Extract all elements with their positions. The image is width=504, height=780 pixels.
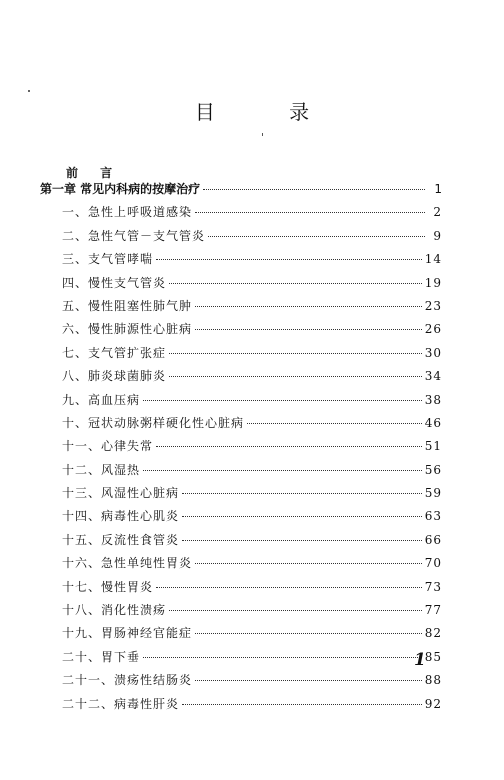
dot-leader xyxy=(156,445,422,447)
toc-entry-page-number: 23 xyxy=(424,298,442,313)
toc-items xyxy=(40,201,442,716)
dot-leader xyxy=(169,282,422,284)
chapter-page-number: 1 xyxy=(434,182,442,196)
toc-entry[interactable] xyxy=(40,318,442,341)
toc-entry-page-number: 77 xyxy=(424,603,442,618)
toc-entry-page-number: 38 xyxy=(424,392,442,407)
toc-entry[interactable] xyxy=(40,248,442,271)
toc-entry-label: 二十、胃下垂 xyxy=(62,649,141,664)
toc-entry-label: 二、急性气管－支气管炎 xyxy=(62,228,206,243)
scan-tick xyxy=(262,133,263,136)
toc-entry[interactable] xyxy=(40,389,442,412)
toc-entry[interactable] xyxy=(40,529,442,552)
toc-entry-page-number: 88 xyxy=(424,673,442,688)
toc-entry-label: 十七、慢性胃炎 xyxy=(62,579,154,594)
dot-leader xyxy=(169,352,422,354)
toc-entry-label: 十九、胃肠神经官能症 xyxy=(62,626,193,641)
toc-entry-label: 二十二、病毒性肝炎 xyxy=(62,696,180,711)
dot-leader xyxy=(143,469,422,471)
dot-leader xyxy=(195,632,422,634)
dot-leader xyxy=(182,703,422,705)
toc-entry[interactable] xyxy=(40,693,442,716)
dot-leader xyxy=(169,609,422,611)
toc-entry[interactable] xyxy=(40,342,442,365)
toc-entry[interactable] xyxy=(40,295,442,318)
toc-entry-label: 一、急性上呼吸道感染 xyxy=(62,205,193,220)
toc-entry-page-number: 2 xyxy=(433,205,442,220)
toc-entry-label: 三、支气管哮喘 xyxy=(62,252,154,267)
toc-entry-label: 十三、风湿性心脏病 xyxy=(62,486,180,501)
toc-entry-page-number: 46 xyxy=(424,415,442,430)
toc-entry[interactable] xyxy=(40,365,442,388)
toc-entry[interactable] xyxy=(40,459,442,482)
toc-entry-label: 十四、病毒性心肌炎 xyxy=(62,509,180,524)
toc-entry[interactable] xyxy=(40,201,442,224)
toc-entry-label: 十八、消化性溃疡 xyxy=(62,603,167,618)
toc-entry-label: 十二、风湿热 xyxy=(62,462,141,477)
toc-entry-page-number: 9 xyxy=(433,228,442,243)
dot-leader xyxy=(195,679,422,681)
dot-leader xyxy=(182,515,422,517)
toc-entry[interactable] xyxy=(40,272,442,295)
toc-entry[interactable] xyxy=(40,412,442,435)
toc-entry-label: 十六、急性单纯性胃炎 xyxy=(62,556,193,571)
toc-entry-label: 四、慢性支气管炎 xyxy=(62,275,167,290)
toc-entry-label: 十、冠状动脉粥样硬化性心脏病 xyxy=(62,415,245,430)
dot-leader xyxy=(195,305,422,307)
dot-leader xyxy=(195,328,422,330)
table-of-contents xyxy=(40,178,442,716)
toc-entry[interactable] xyxy=(40,646,442,669)
scan-speck xyxy=(28,90,30,92)
dot-leader xyxy=(195,211,425,213)
dot-leader xyxy=(208,235,425,237)
toc-entry[interactable] xyxy=(40,482,442,505)
toc-entry-label: 二十一、溃疡性结肠炎 xyxy=(62,673,193,688)
toc-entry[interactable] xyxy=(40,505,442,528)
toc-entry[interactable] xyxy=(40,225,442,248)
toc-entry-page-number: 14 xyxy=(424,252,442,267)
toc-entry[interactable] xyxy=(40,576,442,599)
toc-entry[interactable] xyxy=(40,552,442,575)
page-number: 1 xyxy=(414,650,426,670)
toc-entry-label: 十一、心律失常 xyxy=(62,439,154,454)
toc-entry-label: 五、慢性阻塞性肺气肿 xyxy=(62,298,193,313)
dot-leader xyxy=(247,422,422,424)
toc-entry-page-number: 56 xyxy=(424,462,442,477)
toc-entry-page-number: 85 xyxy=(424,649,442,664)
toc-entry-page-number: 34 xyxy=(424,369,442,384)
toc-entry-page-number: 73 xyxy=(424,579,442,594)
chapter-entry[interactable] xyxy=(40,178,442,201)
toc-entry-label: 八、肺炎球菌肺炎 xyxy=(62,369,167,384)
toc-entry-page-number: 63 xyxy=(424,509,442,524)
toc-entry[interactable] xyxy=(40,435,442,458)
toc-entry-page-number: 82 xyxy=(424,626,442,641)
preface-heading: 前 言 xyxy=(66,166,122,180)
dot-leader xyxy=(195,562,422,564)
toc-entry[interactable] xyxy=(40,669,442,692)
dot-leader xyxy=(203,188,425,190)
toc-entry-label: 十五、反流性食管炎 xyxy=(62,532,180,547)
toc-entry-page-number: 51 xyxy=(424,439,442,454)
toc-entry-label: 六、慢性肺源性心脏病 xyxy=(62,322,193,337)
toc-entry-page-number: 59 xyxy=(424,486,442,501)
toc-entry-page-number: 26 xyxy=(424,322,442,337)
toc-entry-page-number: 30 xyxy=(424,345,442,360)
toc-entry-label: 九、高血压病 xyxy=(62,392,141,407)
toc-entry[interactable] xyxy=(40,622,442,645)
dot-leader xyxy=(156,586,422,588)
dot-leader xyxy=(143,656,422,658)
toc-entry-page-number: 70 xyxy=(424,556,442,571)
toc-entry-page-number: 92 xyxy=(424,696,442,711)
dot-leader xyxy=(143,399,422,401)
dot-leader xyxy=(182,539,422,541)
dot-leader xyxy=(169,375,422,377)
toc-entry-label: 七、支气管扩张症 xyxy=(62,345,167,360)
toc-entry[interactable] xyxy=(40,599,442,622)
chapter-label: 第一章 常见内科病的按摩治疗 xyxy=(40,182,201,196)
toc-entry-page-number: 66 xyxy=(424,532,442,547)
dot-leader xyxy=(182,492,422,494)
dot-leader xyxy=(156,258,422,260)
toc-entry-page-number: 19 xyxy=(424,275,442,290)
page-title: 目 录 xyxy=(194,100,344,124)
